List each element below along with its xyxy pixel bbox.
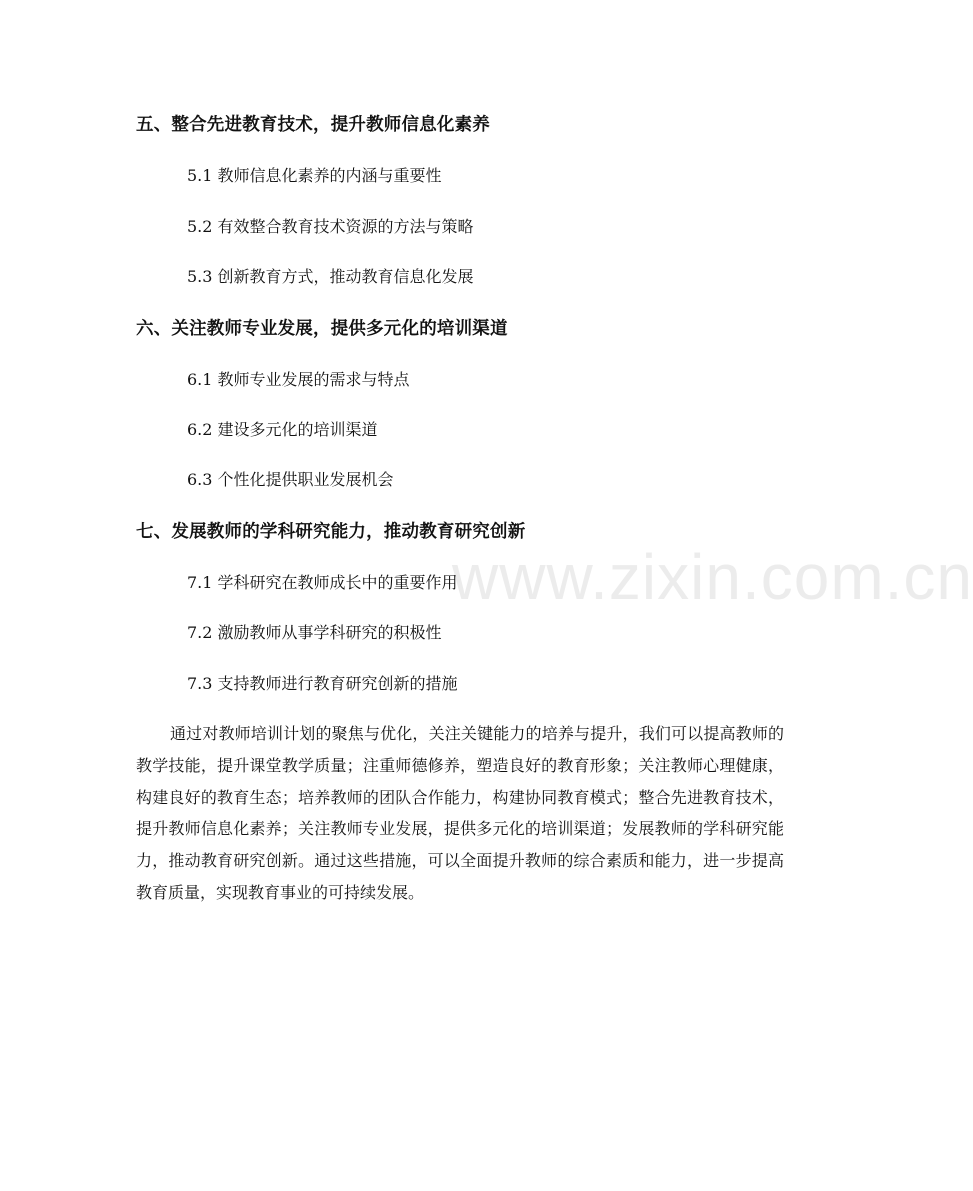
subsection-6-1: 6.1 教师专业发展的需求与特点	[187, 370, 410, 389]
subsection-6-2: 6.2 建设多元化的培训渠道	[187, 420, 378, 439]
conclusion-paragraph: 通过对教师培训计划的聚焦与优化，关注关键能力的培养与提升，我们可以提高教师的教学技能，提升课堂教学质量；注重师德修养，塑造良好的教育形象；关注教师心理健康，构建良好的教育生态；培养教师的团队合作能力，构建协同教育模式；整合先进教育技术，提升教师信息化素养；关注教师专业发展，提供多元化的培训渠道；发展教师的学科研究能力，推动教育研究创新。通过这些措施，可以全面提升教师的综合素质和能力，进一步提高教育质量，实现教育事业的可持续发展。	[136, 724, 784, 902]
section-heading-7: 七、发展教师的学科研究能力，推动教育研究创新	[136, 522, 526, 542]
watermark: www.zixin.com.cn	[452, 541, 973, 613]
subsection-5-2: 5.2 有效整合教育技术资源的方法与策略	[187, 217, 474, 236]
subsection-7-3: 7.3 支持教师进行教育研究创新的措施	[187, 674, 458, 693]
subsection-6-3: 6.3 个性化提供职业发展机会	[187, 470, 394, 489]
subsection-7-2: 7.2 激励教师从事学科研究的积极性	[187, 623, 442, 642]
subsection-7-1: 7.1 学科研究在教师成长中的重要作用	[187, 573, 458, 592]
section-heading-6: 六、关注教师专业发展，提供多元化的培训渠道	[136, 319, 508, 339]
subsection-5-3: 5.3 创新教育方式，推动教育信息化发展	[187, 267, 474, 286]
subsection-5-1: 5.1 教师信息化素养的内涵与重要性	[187, 166, 442, 185]
section-heading-5: 五、整合先进教育技术，提升教师信息化素养	[136, 115, 490, 135]
